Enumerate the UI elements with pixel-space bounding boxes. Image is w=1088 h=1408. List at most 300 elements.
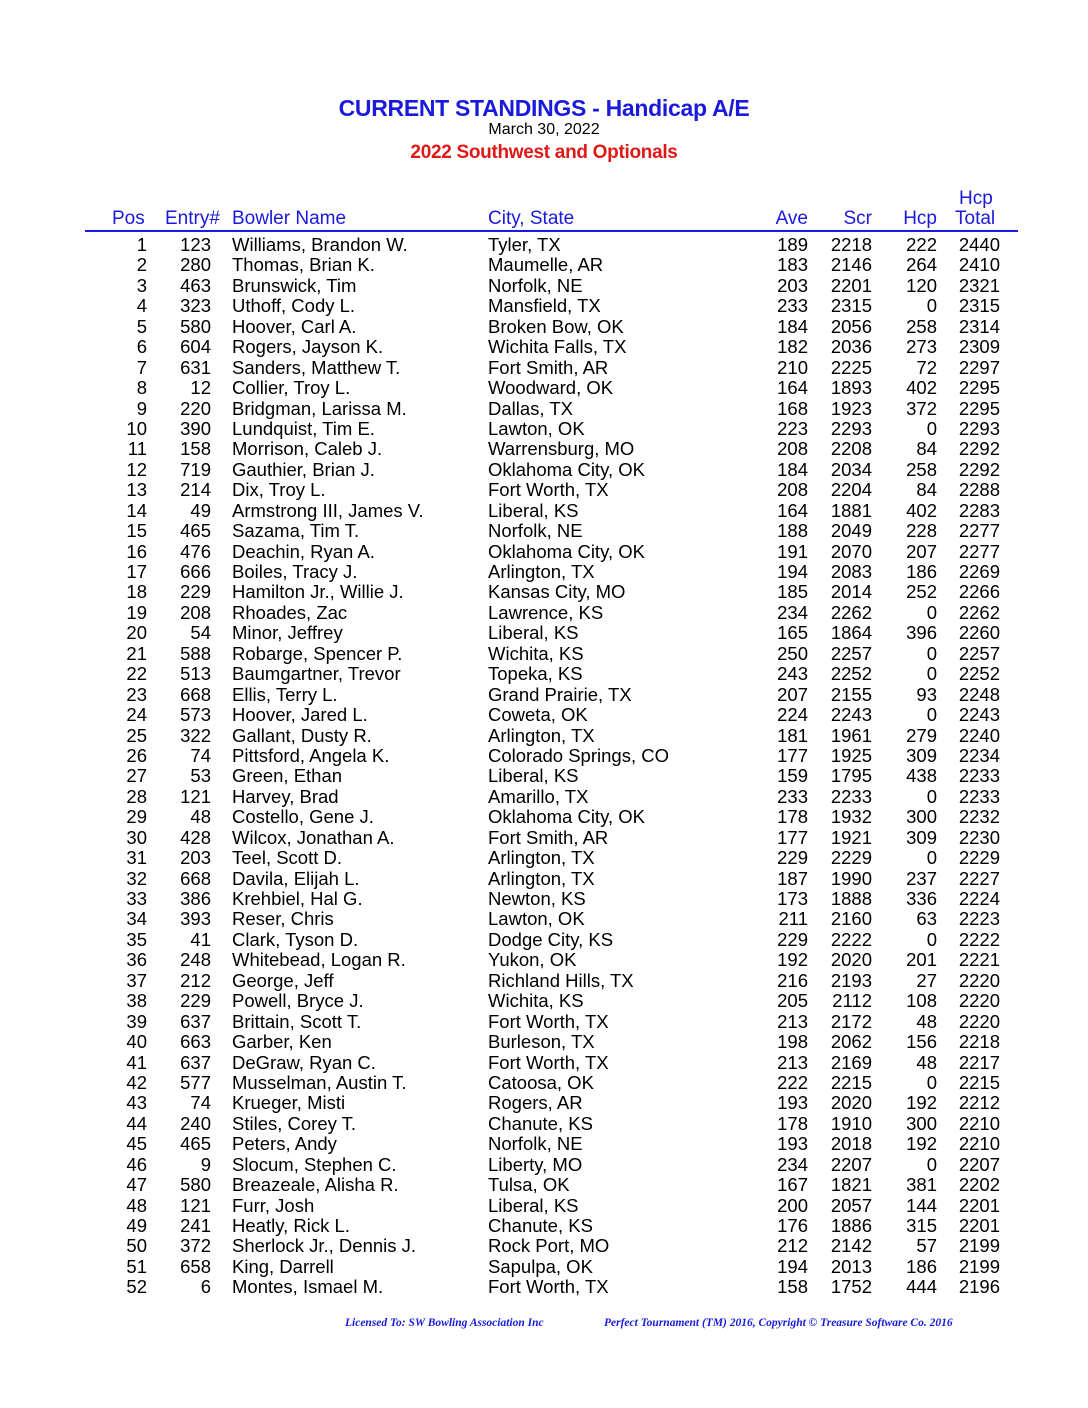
cell-city: Rogers, AR (488, 1092, 583, 1114)
cell-city: Woodward, OK (488, 377, 614, 399)
cell-entry: 463 (180, 274, 211, 296)
cell-name: Pittsford, Angela K. (232, 744, 390, 766)
cell-city: Dodge City, KS (488, 928, 614, 950)
table-row (0, 460, 1088, 480)
cell-pos: 25 (126, 724, 147, 746)
table-row (0, 1093, 1088, 1113)
table-row (0, 1012, 1088, 1032)
cell-ave: 181 (777, 724, 808, 746)
cell-pos: 35 (126, 928, 147, 950)
tournament-name: 2022 Southwest and Optionals (410, 142, 678, 163)
cell-name: Costello, Gene J. (232, 806, 374, 828)
table-row (0, 480, 1088, 500)
cell-name: Wilcox, Jonathan A. (232, 826, 395, 848)
cell-name: Boiles, Tracy J. (232, 561, 358, 582)
cell-city: Grand Prairie, TX (488, 683, 632, 705)
cell-total: 2234 (958, 744, 1000, 766)
cell-scr: 2229 (830, 847, 872, 869)
cell-scr: 2207 (830, 1153, 872, 1175)
cell-entry: 658 (180, 1255, 211, 1277)
cell-city: Catoosa, OK (488, 1071, 594, 1093)
cell-city: Wichita Falls, TX (488, 336, 627, 358)
cell-city: Coweta, OK (488, 704, 588, 726)
cell-scr: 2293 (830, 417, 872, 439)
cell-city: Amarillo, TX (488, 785, 589, 807)
cell-ave: 250 (777, 642, 808, 664)
cell-pos: 42 (126, 1071, 147, 1093)
cell-pos: 51 (126, 1255, 147, 1277)
cell-pos: 11 (127, 438, 147, 460)
cell-total: 2248 (958, 683, 1000, 705)
cell-total: 2257 (958, 642, 1000, 664)
cell-entry: 663 (180, 1031, 211, 1053)
cell-scr: 2034 (830, 458, 872, 480)
cell-city: Norfolk, NE (488, 274, 583, 296)
cell-name: Morrison, Caleb J. (232, 438, 383, 460)
cell-city: Fort Smith, AR (488, 826, 609, 848)
cell-scr: 2233 (830, 785, 872, 807)
cell-city: Colorado Springs, CO (488, 744, 669, 766)
cell-pos: 14 (126, 499, 147, 521)
cell-pos: 3 (136, 274, 147, 296)
cell-hcp: 315 (906, 1215, 937, 1236)
cell-city: Lawrence, KS (488, 601, 604, 623)
cell-name: Rogers, Jayson K. (232, 336, 384, 358)
table-row (0, 766, 1088, 786)
cell-name: Musselman, Austin T. (232, 1071, 407, 1093)
cell-hcp: 273 (906, 336, 937, 358)
cell-ave: 178 (777, 806, 808, 828)
cell-pos: 12 (126, 458, 147, 480)
cell-name: Harvey, Brad (232, 785, 339, 807)
cell-entry: 241 (180, 1215, 211, 1236)
cell-total: 2220 (958, 1010, 1000, 1032)
cell-entry: 465 (180, 1133, 211, 1155)
cell-name: Sherlock Jr., Dennis J. (232, 1235, 417, 1257)
table-row (0, 317, 1088, 337)
cell-ave: 164 (777, 377, 808, 399)
cell-ave: 229 (777, 928, 808, 950)
cell-pos: 16 (126, 540, 147, 562)
cell-name: Rhoades, Zac (232, 601, 348, 623)
cell-pos: 27 (126, 765, 147, 787)
cell-city: Oklahoma City, OK (488, 540, 645, 562)
cell-scr: 2155 (830, 683, 872, 705)
cell-name: Powell, Bryce J. (232, 990, 364, 1012)
cell-ave: 207 (777, 683, 808, 705)
cell-pos: 31 (126, 847, 147, 869)
cell-entry: 386 (180, 888, 211, 909)
cell-entry: 476 (180, 540, 211, 562)
cell-ave: 159 (777, 765, 808, 787)
cell-hcp: 0 (926, 663, 937, 685)
cell-hcp: 300 (906, 806, 937, 828)
cell-hcp: 258 (906, 458, 937, 480)
cell-city: Topeka, KS (488, 663, 583, 685)
cell-entry: 668 (180, 867, 211, 889)
table-row (0, 419, 1088, 439)
cell-entry: 121 (180, 785, 211, 807)
cell-scr: 2252 (830, 663, 872, 685)
cell-ave: 229 (777, 847, 808, 869)
cell-hcp: 0 (926, 928, 937, 950)
cell-entry: 513 (180, 663, 211, 685)
cell-name: Slocum, Stephen C. (232, 1153, 397, 1175)
cell-ave: 187 (777, 867, 808, 889)
cell-pos: 43 (126, 1092, 147, 1114)
cell-total: 2196 (958, 1276, 1000, 1298)
cell-ave: 194 (777, 561, 808, 582)
cell-hcp: 228 (906, 520, 937, 542)
cell-entry: 229 (180, 990, 211, 1012)
cell-name: Stiles, Corey T. (232, 1112, 357, 1134)
cell-city: Chanute, KS (488, 1112, 593, 1134)
cell-ave: 208 (777, 438, 808, 460)
cell-scr: 2112 (832, 990, 872, 1012)
cell-pos: 26 (126, 744, 147, 766)
cell-ave: 210 (777, 356, 808, 378)
cell-name: Williams, Brandon W. (232, 234, 408, 255)
cell-total: 2309 (958, 336, 1000, 358)
cell-scr: 2204 (830, 479, 872, 501)
cell-name: Breazeale, Alisha R. (232, 1174, 399, 1196)
cell-hcp: 57 (916, 1235, 937, 1257)
cell-ave: 203 (777, 274, 808, 296)
cell-city: Warrensburg, MO (488, 438, 635, 460)
table-row (0, 930, 1088, 950)
cell-total: 2260 (958, 622, 1000, 644)
cell-city: Richland Hills, TX (488, 969, 634, 991)
report-date: March 30, 2022 (488, 121, 600, 138)
cell-hcp: 27 (916, 969, 937, 991)
cell-hcp: 108 (906, 990, 937, 1012)
cell-entry: 49 (190, 499, 211, 521)
cell-city: Sapulpa, OK (488, 1255, 593, 1277)
cell-hcp: 156 (906, 1031, 937, 1053)
cell-scr: 1881 (830, 499, 872, 521)
cell-entry: 6 (200, 1276, 211, 1298)
cell-total: 2266 (958, 581, 1000, 603)
cell-pos: 9 (136, 397, 147, 419)
cell-scr: 2070 (830, 540, 872, 562)
cell-pos: 5 (136, 315, 147, 337)
cell-entry: 372 (180, 1235, 211, 1257)
table-row (0, 1257, 1088, 1277)
license-text: Licensed To: SW Bowling Association Inc (345, 1317, 544, 1329)
cell-pos: 32 (126, 867, 147, 889)
cell-name: Krehbiel, Hal G. (232, 888, 363, 909)
cell-ave: 198 (777, 1031, 808, 1053)
cell-total: 2293 (958, 417, 1000, 439)
cell-name: Brunswick, Tim (232, 274, 357, 296)
cell-hcp: 84 (916, 479, 937, 501)
cell-city: Wichita, KS (488, 990, 584, 1012)
table-row (0, 685, 1088, 705)
cell-pos: 48 (126, 1194, 147, 1216)
cell-total: 2229 (958, 847, 1000, 869)
cell-scr: 2142 (830, 1235, 872, 1257)
cell-entry: 604 (180, 336, 211, 358)
cell-ave: 212 (777, 1235, 808, 1257)
cell-entry: 123 (180, 234, 211, 255)
table-row (0, 501, 1088, 521)
cell-ave: 173 (777, 888, 808, 909)
cell-scr: 2243 (830, 704, 872, 726)
cell-total: 2230 (958, 826, 1000, 848)
cell-name: Davila, Elijah L. (232, 867, 360, 889)
cell-name: Clark, Tyson D. (232, 928, 359, 950)
cell-pos: 4 (136, 295, 147, 317)
cell-entry: 719 (180, 458, 211, 480)
cell-name: Deachin, Ryan A. (232, 540, 375, 562)
table-row (0, 705, 1088, 725)
cell-ave: 192 (777, 949, 808, 971)
cell-pos: 47 (126, 1174, 147, 1196)
cell-pos: 6 (136, 336, 147, 358)
cell-total: 2277 (958, 520, 1000, 542)
cell-entry: 573 (180, 704, 211, 726)
cell-scr: 2193 (830, 969, 872, 991)
cell-name: Sazama, Tim T. (232, 520, 360, 542)
cell-name: Montes, Ismael M. (232, 1276, 384, 1298)
cell-total: 2210 (958, 1133, 1000, 1155)
cell-total: 2224 (958, 888, 1000, 909)
cell-total: 2227 (958, 867, 1000, 889)
standings-table (0, 235, 1088, 1298)
cell-hcp: 192 (906, 1133, 937, 1155)
cell-total: 2252 (958, 663, 1000, 685)
table-row (0, 1134, 1088, 1154)
cell-scr: 2013 (830, 1255, 872, 1277)
cell-total: 2199 (958, 1255, 1000, 1277)
cell-pos: 30 (126, 826, 147, 848)
cell-ave: 191 (777, 540, 808, 562)
cell-scr: 2218 (830, 234, 872, 255)
cell-pos: 50 (126, 1235, 147, 1257)
cell-hcp: 0 (926, 601, 937, 623)
cell-hcp: 402 (906, 377, 937, 399)
col-pos-header: Pos (112, 208, 145, 229)
cell-name: Hoover, Carl A. (232, 315, 357, 337)
cell-pos: 2 (136, 254, 147, 276)
cell-total: 2295 (958, 377, 1000, 399)
cell-total: 2232 (958, 806, 1000, 828)
cell-city: Arlington, TX (488, 724, 595, 746)
cell-pos: 8 (136, 377, 147, 399)
cell-ave: 185 (777, 581, 808, 603)
cell-ave: 177 (777, 744, 808, 766)
cell-city: Wichita, KS (488, 642, 584, 664)
table-row (0, 746, 1088, 766)
cell-ave: 205 (777, 990, 808, 1012)
cell-city: Tulsa, OK (488, 1174, 570, 1196)
cell-entry: 322 (180, 724, 211, 746)
cell-scr: 2222 (830, 928, 872, 950)
cell-city: Lawton, OK (488, 417, 585, 439)
cell-hcp: 192 (906, 1092, 937, 1114)
cell-scr: 2020 (830, 1092, 872, 1114)
cell-pos: 40 (126, 1031, 147, 1053)
cell-scr: 2146 (830, 254, 872, 276)
cell-pos: 1 (136, 234, 147, 255)
table-row (0, 1053, 1088, 1073)
cell-city: Burleson, TX (488, 1031, 595, 1053)
col-total-header-bottom: Total (955, 208, 996, 229)
cell-scr: 2036 (830, 336, 872, 358)
cell-pos: 45 (126, 1133, 147, 1155)
cell-city: Liberty, MO (488, 1153, 583, 1175)
cell-entry: 390 (180, 417, 211, 439)
cell-city: Norfolk, NE (488, 1133, 583, 1155)
cell-ave: 182 (777, 336, 808, 358)
cell-scr: 2049 (830, 520, 872, 542)
cell-hcp: 372 (906, 397, 937, 419)
cell-name: Furr, Josh (232, 1194, 315, 1216)
cell-ave: 223 (777, 417, 808, 439)
table-row (0, 582, 1088, 602)
table-row (0, 378, 1088, 398)
cell-entry: 9 (200, 1153, 211, 1175)
cell-total: 2297 (958, 356, 1000, 378)
cell-hcp: 438 (906, 765, 937, 787)
cell-scr: 2062 (830, 1031, 872, 1053)
cell-entry: 588 (180, 642, 211, 664)
table-row (0, 358, 1088, 378)
cell-entry: 12 (190, 377, 211, 399)
cell-entry: 465 (180, 520, 211, 542)
cell-total: 2321 (958, 274, 1000, 296)
cell-ave: 165 (777, 622, 808, 644)
cell-pos: 44 (126, 1112, 147, 1134)
cell-hcp: 309 (906, 744, 937, 766)
cell-entry: 229 (180, 581, 211, 603)
table-row (0, 1114, 1088, 1134)
cell-city: Mansfield, TX (488, 295, 601, 317)
table-row (0, 644, 1088, 664)
cell-city: Chanute, KS (488, 1215, 593, 1236)
cell-pos: 41 (126, 1051, 147, 1073)
cell-entry: 41 (190, 928, 211, 950)
table-row (0, 562, 1088, 582)
table-row (0, 255, 1088, 275)
table-row (0, 603, 1088, 623)
cell-hcp: 222 (906, 234, 937, 255)
cell-scr: 1795 (830, 765, 872, 787)
cell-entry: 214 (180, 479, 211, 501)
cell-hcp: 48 (916, 1051, 937, 1073)
cell-ave: 178 (777, 1112, 808, 1134)
cell-entry: 212 (180, 969, 211, 991)
table-row (0, 1196, 1088, 1216)
table-row (0, 828, 1088, 848)
cell-pos: 20 (126, 622, 147, 644)
col-hcp-header: Hcp (903, 208, 937, 229)
cell-hcp: 381 (906, 1174, 937, 1196)
cell-scr: 2257 (830, 642, 872, 664)
cell-hcp: 0 (926, 642, 937, 664)
table-row (0, 276, 1088, 296)
cell-total: 2315 (958, 295, 1000, 317)
cell-entry: 121 (180, 1194, 211, 1216)
cell-entry: 577 (180, 1071, 211, 1093)
cell-ave: 233 (777, 295, 808, 317)
cell-entry: 580 (180, 315, 211, 337)
cell-name: George, Jeff (232, 969, 334, 991)
cell-pos: 37 (126, 969, 147, 991)
table-row (0, 1277, 1088, 1297)
cell-scr: 2172 (830, 1010, 872, 1032)
cell-total: 2201 (958, 1194, 1000, 1216)
cell-pos: 49 (126, 1215, 147, 1236)
cell-name: Lundquist, Tim E. (232, 417, 375, 439)
cell-pos: 46 (126, 1153, 147, 1175)
cell-name: Collier, Troy L. (232, 377, 351, 399)
cell-hcp: 444 (906, 1276, 937, 1298)
cell-city: Norfolk, NE (488, 520, 583, 542)
cell-total: 2217 (958, 1051, 1000, 1073)
cell-entry: 637 (180, 1051, 211, 1073)
cell-hcp: 264 (906, 254, 937, 276)
cell-name: King, Darrell (232, 1255, 334, 1277)
cell-hcp: 279 (906, 724, 937, 746)
cell-hcp: 0 (926, 295, 937, 317)
cell-hcp: 72 (916, 356, 937, 378)
cell-scr: 2315 (830, 295, 872, 317)
cell-name: Minor, Jeffrey (232, 622, 343, 644)
cell-ave: 164 (777, 499, 808, 521)
cell-hcp: 309 (906, 826, 937, 848)
cell-hcp: 0 (926, 704, 937, 726)
cell-pos: 36 (126, 949, 147, 971)
cell-name: Uthoff, Cody L. (232, 295, 356, 317)
cell-entry: 220 (180, 397, 211, 419)
cell-name: Armstrong III, James V. (232, 499, 424, 521)
cell-pos: 19 (126, 601, 147, 623)
cell-entry: 428 (180, 826, 211, 848)
cell-city: Fort Worth, TX (488, 1051, 609, 1073)
cell-city: Broken Bow, OK (488, 315, 624, 337)
cell-ave: 222 (777, 1071, 808, 1093)
cell-name: Peters, Andy (232, 1133, 337, 1155)
col-name-header: Bowler Name (232, 208, 347, 229)
cell-city: Arlington, TX (488, 847, 595, 869)
cell-hcp: 0 (926, 1153, 937, 1175)
cell-hcp: 201 (906, 949, 937, 971)
col-total-header-top: Hcp (959, 188, 993, 209)
cell-city: Liberal, KS (488, 1194, 579, 1216)
cell-pos: 28 (126, 785, 147, 807)
cell-entry: 240 (180, 1112, 211, 1134)
cell-hcp: 0 (926, 417, 937, 439)
cell-name: Heatly, Rick L. (232, 1215, 350, 1236)
cell-total: 2210 (958, 1112, 1000, 1134)
table-row (0, 521, 1088, 541)
cell-name: Reser, Chris (232, 908, 334, 930)
cell-ave: 208 (777, 479, 808, 501)
cell-total: 2222 (958, 928, 1000, 950)
cell-total: 2220 (958, 990, 1000, 1012)
cell-hcp: 336 (906, 888, 937, 909)
cell-pos: 24 (126, 704, 147, 726)
cell-name: Baumgartner, Trevor (232, 663, 401, 685)
table-row (0, 1236, 1088, 1256)
cell-ave: 200 (777, 1194, 808, 1216)
cell-total: 2201 (958, 1215, 1000, 1236)
table-row (0, 950, 1088, 970)
col-city-header: City, State (488, 208, 575, 229)
cell-total: 2410 (958, 254, 1000, 276)
table-row (0, 787, 1088, 807)
